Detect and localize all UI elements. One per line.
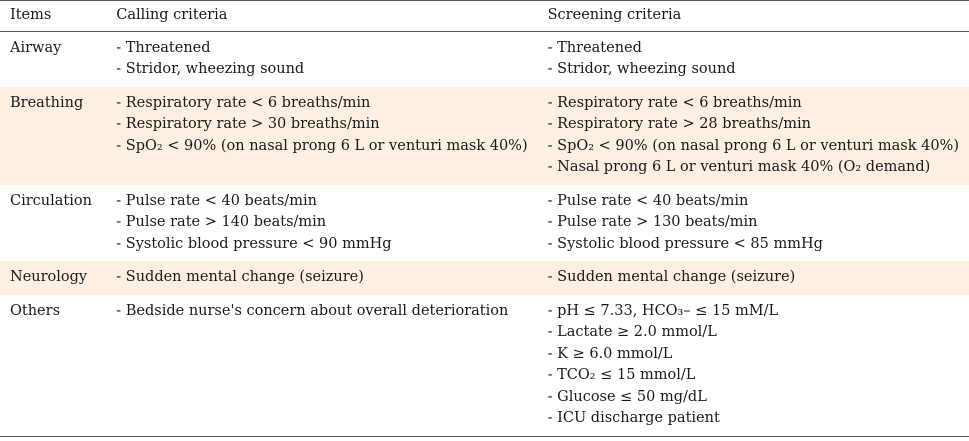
item-cell: Circulation bbox=[10, 192, 92, 209]
header-calling-criteria: Calling criteria bbox=[106, 1, 537, 32]
screening-cell bbox=[538, 185, 969, 262]
criteria-line: - Respiratory rate > 28 breaths/min bbox=[547, 116, 811, 132]
criteria-line: - Sudden mental change (seizure) bbox=[547, 269, 796, 285]
table-header-row bbox=[0, 1, 969, 32]
header-screening-criteria: Screening criteria bbox=[538, 1, 969, 32]
criteria-line: - Threatened bbox=[547, 39, 642, 56]
item-cell: Others bbox=[0, 295, 106, 437]
calling-cell bbox=[106, 31, 537, 87]
criteria-line: - SpO₂ < 90% (on nasal prong 6 L or venturi mask 40%) bbox=[116, 137, 528, 154]
table-row-breathing bbox=[0, 87, 969, 185]
criteria-line: - K ≥ 6.0 mmol/L bbox=[547, 345, 673, 362]
screening-cell bbox=[538, 261, 969, 295]
criteria-line: - pH ≤ 7.33, HCO₃– ≤ 15 mM/L bbox=[547, 302, 779, 319]
criteria-line: - Pulse rate > 130 beats/min bbox=[547, 214, 758, 230]
criteria-line: - Systolic blood pressure < 90 mmHg bbox=[116, 235, 392, 252]
criteria-line: - Sudden mental change (seizure) bbox=[116, 269, 364, 285]
calling-cell bbox=[106, 295, 537, 437]
calling-cell bbox=[106, 185, 537, 262]
table-row-circulation bbox=[0, 185, 969, 262]
criteria-line: - Pulse rate > 140 beats/min bbox=[116, 214, 327, 230]
criteria-line: - Bedside nurse's concern about overall deterioration bbox=[116, 302, 509, 319]
item-cell: Breathing bbox=[0, 87, 106, 185]
criteria-line: - TCO₂ ≤ 15 mmol/L bbox=[547, 367, 696, 383]
calling-cell bbox=[106, 261, 537, 295]
criteria-line: - Stridor, wheezing sound bbox=[116, 61, 305, 77]
criteria-line: - Respiratory rate < 6 breaths/min bbox=[547, 94, 802, 111]
calling-cell bbox=[106, 87, 537, 185]
screening-cell bbox=[538, 31, 969, 87]
table-row-others bbox=[0, 295, 969, 437]
header-items: Items bbox=[0, 1, 106, 32]
criteria-line: - Lactate ≥ 2.0 mmol/L bbox=[547, 324, 717, 340]
criteria-line: - Stridor, wheezing sound bbox=[547, 61, 736, 77]
criteria-line: - Glucose ≤ 50 mg/dL bbox=[547, 388, 707, 405]
criteria-line: - Respiratory rate < 6 breaths/min bbox=[116, 94, 371, 111]
screening-cell bbox=[538, 87, 969, 185]
criteria-line: - Pulse rate < 40 beats/min bbox=[116, 192, 317, 209]
criteria-line: - SpO₂ < 90% (on nasal prong 6 L or venturi mask 40%) bbox=[547, 137, 959, 154]
table-row-neurology bbox=[0, 261, 969, 295]
criteria-line: - Threatened bbox=[116, 39, 211, 56]
table-row-airway bbox=[0, 31, 969, 87]
criteria-line: - Pulse rate < 40 beats/min bbox=[547, 192, 749, 209]
item-cell: Neurology bbox=[0, 261, 106, 295]
criteria-line: - Systolic blood pressure < 85 mmHg bbox=[547, 235, 823, 252]
criteria-line: - Nasal prong 6 L or venturi mask 40% (O₂ demand) bbox=[547, 159, 931, 175]
screening-cell bbox=[538, 295, 969, 437]
item-cell: Airway bbox=[10, 39, 62, 56]
criteria-line: - ICU discharge patient bbox=[547, 410, 720, 426]
criteria-line: - Respiratory rate > 30 breaths/min bbox=[116, 116, 380, 132]
